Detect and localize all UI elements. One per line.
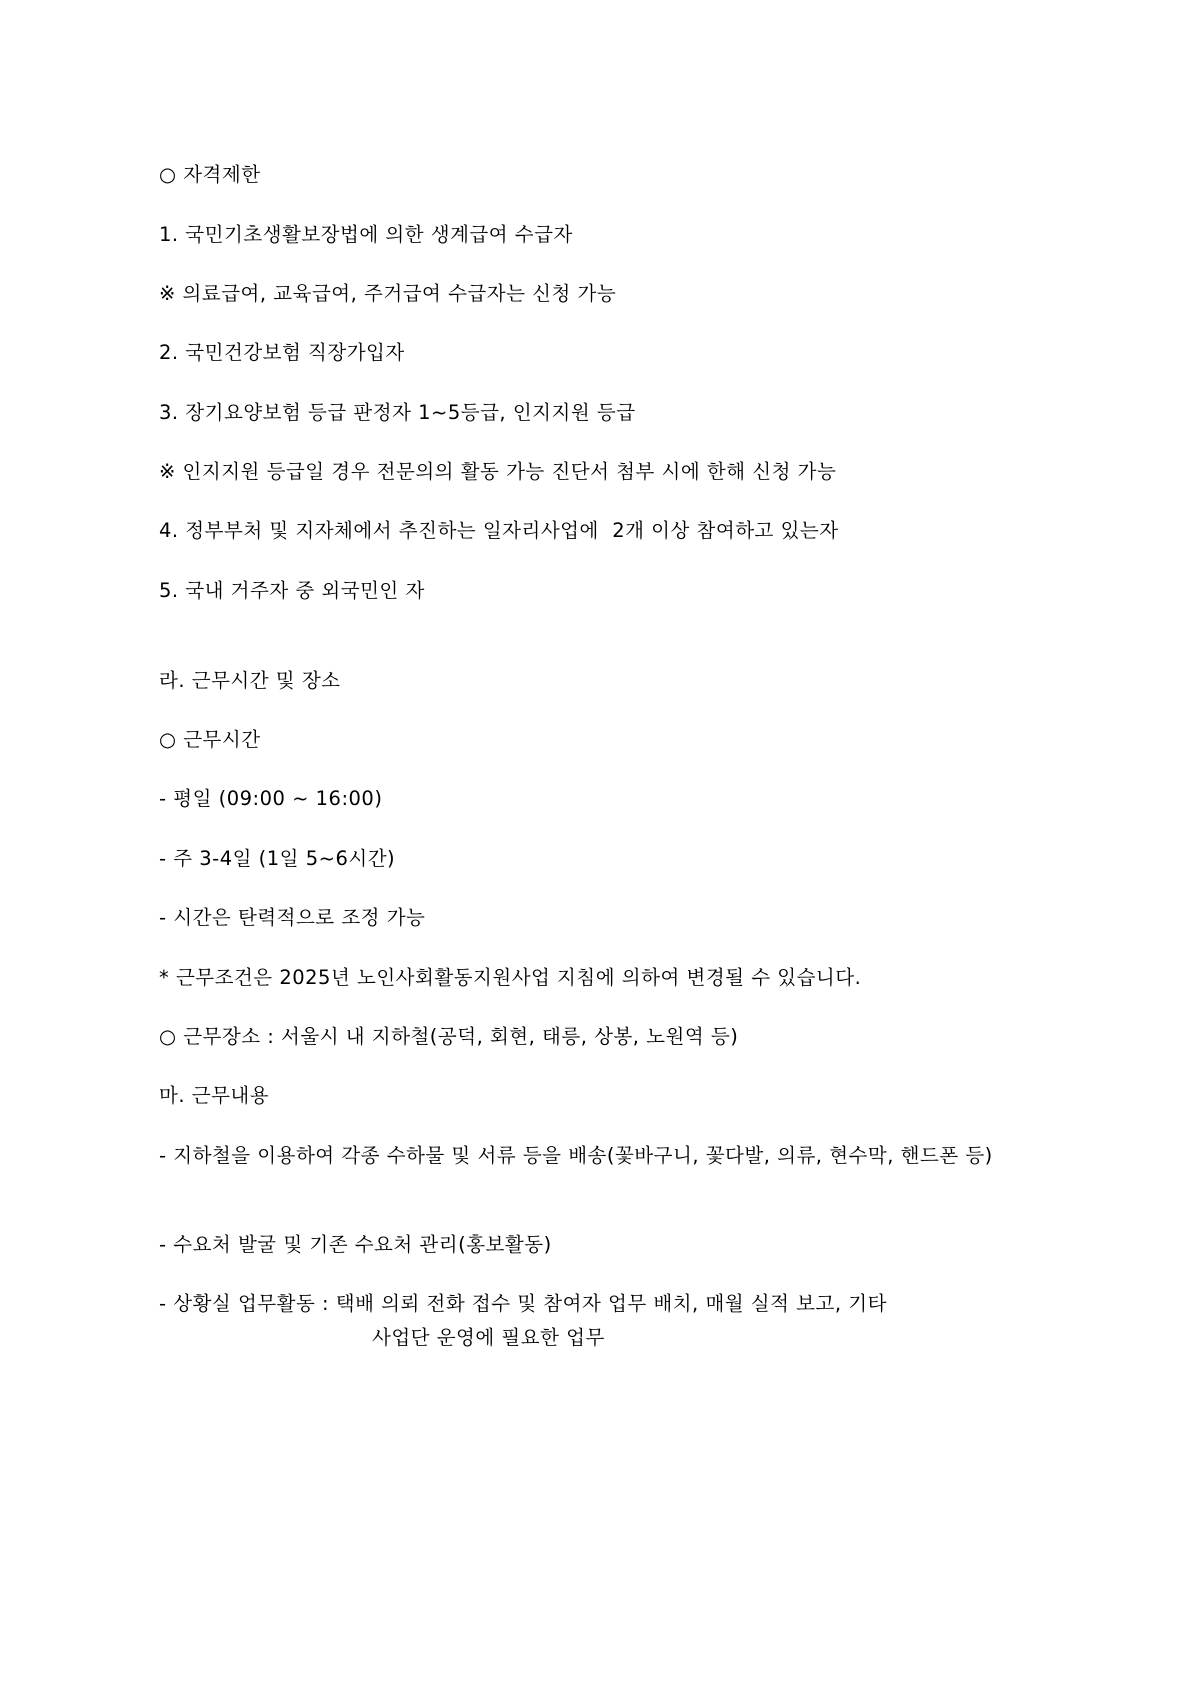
duty-customer-management: - 수요처 발굴 및 기존 수요처 관리(홍보활동): [159, 1233, 552, 1256]
section-ma-heading: 마. 근무내용: [159, 1084, 270, 1107]
restriction-item-4: 4. 정부부처 및 지자체에서 추진하는 일자리사업에 2개 이상 참여하고 있는자: [159, 519, 839, 542]
duty-control-room-continued: 사업단 운영에 필요한 업무: [372, 1326, 605, 1349]
duty-delivery: - 지하철을 이용하여 각종 수하물 및 서류 등을 배송(꽃바구니, 꽃다발, 의류, 현수막, 핸드폰 등): [159, 1144, 993, 1167]
work-hours-flexible: - 시간은 탄력적으로 조정 가능: [159, 906, 426, 929]
work-hours-days: - 주 3-4일 (1일 5~6시간): [159, 847, 396, 870]
work-hours-heading: ○ 근무시간: [159, 728, 261, 751]
restriction-item-1: 1. 국민기초생활보장법에 의한 생계급여 수급자: [159, 223, 573, 246]
restriction-note-1: ※ 의료급여, 교육급여, 주거급여 수급자는 신청 가능: [159, 282, 617, 305]
duty-control-room: - 상황실 업무활동 : 택배 의뢰 전화 접수 및 참여자 업무 배치, 매월 실적 보고, 기타: [159, 1292, 887, 1315]
restriction-item-2: 2. 국민건강보험 직장가입자: [159, 341, 405, 364]
work-hours-weekday: - 평일 (09:00 ~ 16:00): [159, 787, 383, 810]
restriction-item-5: 5. 국내 거주자 중 외국민인 자: [159, 579, 425, 602]
qualification-limits-heading: ○ 자격제한: [159, 163, 261, 186]
restriction-item-3: 3. 장기요양보험 등급 판정자 1~5등급, 인지지원 등급: [159, 401, 636, 424]
work-conditions-note: * 근무조건은 2025년 노인사회활동지원사업 지침에 의하여 변경될 수 있습니다.: [159, 966, 862, 989]
section-ra-heading: 라. 근무시간 및 장소: [159, 669, 341, 692]
work-location: ○ 근무장소 : 서울시 내 지하철(공덕, 회현, 태릉, 상봉, 노원역 등): [159, 1025, 739, 1048]
restriction-note-2: ※ 인지지원 등급일 경우 전문의의 활동 가능 진단서 첨부 시에 한해 신청 가능: [159, 460, 837, 483]
